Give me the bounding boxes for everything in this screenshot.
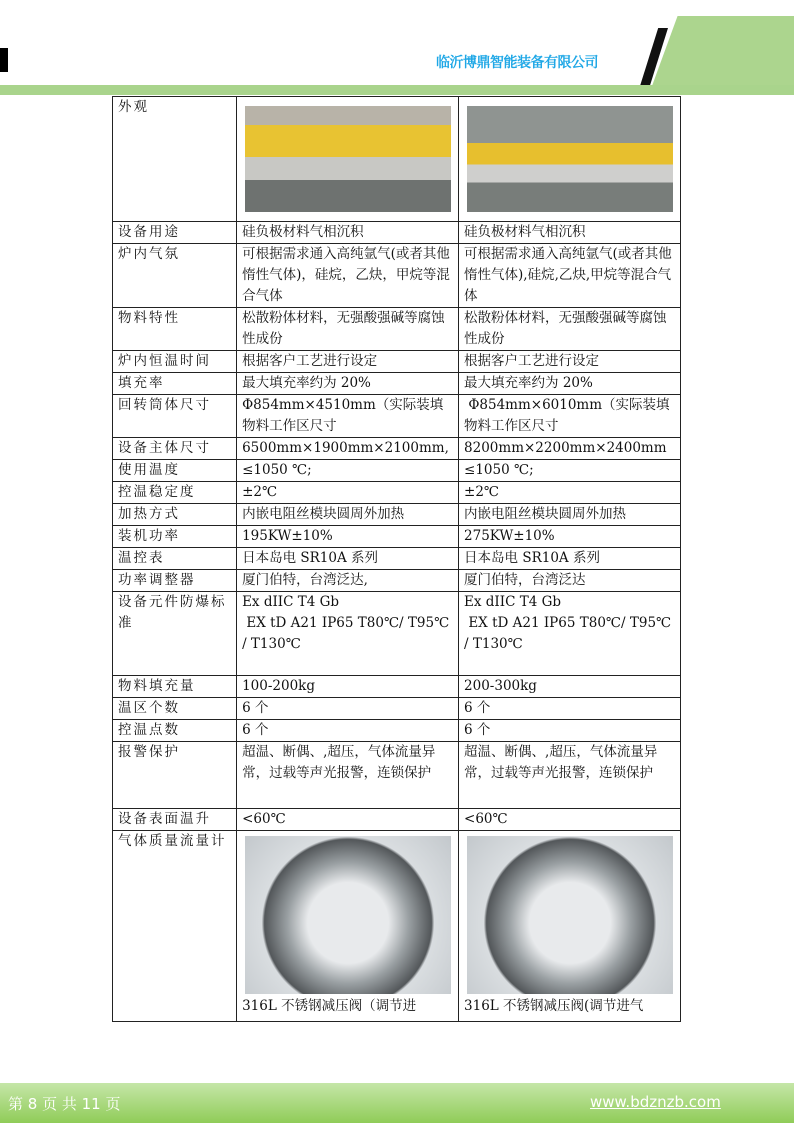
cell-text: 195KW±10% <box>242 528 333 544</box>
cell-model-2 <box>459 97 681 222</box>
table-row <box>113 526 681 548</box>
table-row <box>113 742 681 809</box>
row-label: 物料特性 <box>113 308 237 351</box>
cell-text: 硅负极材料气相沉积 <box>242 224 364 240</box>
cell-text: 根据客户工艺进行设定 <box>242 353 378 369</box>
header-decoration <box>652 16 794 86</box>
cell-text: 200-300kg <box>464 678 537 694</box>
cell-model-2 <box>459 548 681 570</box>
row-label: 报警保护 <box>113 742 237 809</box>
table-row <box>113 460 681 482</box>
cell-text: 内嵌电阻丝模块圆周外加热 <box>464 506 627 522</box>
cell-model-2 <box>459 395 681 438</box>
cell-model-1 <box>237 460 459 482</box>
table-row <box>113 395 681 438</box>
table-row <box>113 548 681 570</box>
cell-text: <60℃ <box>242 811 286 827</box>
flowmeter-photo <box>467 836 673 994</box>
cell-model-1 <box>237 570 459 592</box>
cell-model-2 <box>459 482 681 504</box>
row-label: 设备主体尺寸 <box>113 438 237 460</box>
cell-model-1 <box>237 698 459 720</box>
table-row <box>113 438 681 460</box>
cell-model-1 <box>237 438 459 460</box>
table-row <box>113 676 681 698</box>
cell-text: 内嵌电阻丝模块圆周外加热 <box>242 506 405 522</box>
row-label: 控温点数 <box>113 720 237 742</box>
cell-text: 最大填充率约为 20% <box>242 375 371 391</box>
furnace-photo <box>467 106 673 212</box>
cell-model-1 <box>237 831 459 1022</box>
row-label: 填充率 <box>113 373 237 395</box>
cell-text: 松散粉体材料，无强酸强碱等腐蚀性成份 <box>242 310 445 347</box>
cell-model-2 <box>459 570 681 592</box>
row-label: 设备用途 <box>113 222 237 244</box>
table-row <box>113 831 681 1022</box>
row-label: 炉内恒温时间 <box>113 351 237 373</box>
cell-text: 根据客户工艺进行设定 <box>464 353 600 369</box>
cell-model-2 <box>459 698 681 720</box>
cell-model-2 <box>459 720 681 742</box>
furnace-photo <box>245 106 451 212</box>
cell-model-2 <box>459 809 681 831</box>
table-row <box>113 482 681 504</box>
cell-model-1 <box>237 97 459 222</box>
cell-model-1 <box>237 308 459 351</box>
cell-model-1 <box>237 592 459 676</box>
cell-model-2 <box>459 373 681 395</box>
cell-text: ≤1050 ℃; <box>242 462 312 478</box>
row-label: 温控表 <box>113 548 237 570</box>
row-label: 装机功率 <box>113 526 237 548</box>
cell-model-1 <box>237 395 459 438</box>
cell-model-2 <box>459 438 681 460</box>
cell-model-2 <box>459 308 681 351</box>
table-row <box>113 97 681 222</box>
cell-model-1 <box>237 526 459 548</box>
cell-text: 6 个 <box>464 700 491 716</box>
cell-model-2 <box>459 351 681 373</box>
cell-text: 100-200kg <box>242 678 315 694</box>
table-row <box>113 809 681 831</box>
website-link[interactable]: www.bdznzb.com <box>590 1093 721 1111</box>
cell-text: 6 个 <box>242 700 269 716</box>
table-row <box>113 570 681 592</box>
cell-model-1 <box>237 222 459 244</box>
table-row <box>113 351 681 373</box>
cell-model-2 <box>459 831 681 1022</box>
row-label: 温区个数 <box>113 698 237 720</box>
cell-text: Φ854mm×4510mm（实际装填物料工作区尺寸 <box>242 397 444 434</box>
cell-text: 厦门伯特，台湾泛达 <box>464 572 586 588</box>
cell-model-2 <box>459 244 681 308</box>
cell-text: 275KW±10% <box>464 528 555 544</box>
cell-model-2 <box>459 526 681 548</box>
cell-model-2 <box>459 460 681 482</box>
cell-text: 可根据需求通入高纯氩气(或者其他惰性气体)，硅烷，乙炔，甲烷等混合气体 <box>242 246 450 304</box>
cell-text: 超温、断偶、,超压，气体流量异常，过载等声光报警，连锁保护 <box>242 744 436 781</box>
row-label: 加热方式 <box>113 504 237 526</box>
table-row <box>113 222 681 244</box>
cell-text: Ex dIIC T4 Gb EX tD A21 IP65 T80℃/ T95℃ / T130℃ <box>242 594 450 652</box>
cell-model-1 <box>237 482 459 504</box>
cell-model-1 <box>237 548 459 570</box>
cell-model-1 <box>237 504 459 526</box>
row-label: 物料填充量 <box>113 676 237 698</box>
cell-text: 最大填充率约为 20% <box>464 375 593 391</box>
cell-model-1 <box>237 742 459 809</box>
table-row <box>113 373 681 395</box>
row-label: 功率调整器 <box>113 570 237 592</box>
cell-model-1 <box>237 676 459 698</box>
table-row <box>113 698 681 720</box>
cell-text: 8200mm×2200mm×2400mm <box>464 440 667 456</box>
cell-model-2 <box>459 676 681 698</box>
cell-text: ≤1050 ℃; <box>464 462 534 478</box>
cell-text: <60℃ <box>464 811 508 827</box>
cell-model-2 <box>459 742 681 809</box>
cell-text: ±2℃ <box>242 484 278 500</box>
row-label: 炉内气氛 <box>113 244 237 308</box>
table-row <box>113 592 681 676</box>
cell-model-2 <box>459 592 681 676</box>
cell-model-1 <box>237 809 459 831</box>
header-band <box>0 85 794 95</box>
cell-text: Ex dIIC T4 Gb EX tD A21 IP65 T80℃/ T95℃ / T130℃ <box>464 594 672 652</box>
cell-text: 316L 不锈钢减压阀（调节进 <box>242 998 417 1014</box>
cell-text: 6 个 <box>464 722 491 738</box>
cell-model-2 <box>459 504 681 526</box>
cell-text: 316L 不锈钢减压阀(调节进气 <box>464 998 644 1014</box>
cell-text: 6500mm×1900mm×2100mm, <box>242 440 449 456</box>
cell-text: 厦门伯特，台湾泛达, <box>242 572 368 588</box>
row-label: 控温稳定度 <box>113 482 237 504</box>
cell-model-1 <box>237 244 459 308</box>
row-label: 回转筒体尺寸 <box>113 395 237 438</box>
cell-model-2 <box>459 222 681 244</box>
cell-text: Φ854mm×6010mm（实际装填物料工作区尺寸 <box>464 397 670 434</box>
table-row <box>113 308 681 351</box>
table-row <box>113 504 681 526</box>
row-label: 外观 <box>113 97 237 222</box>
cell-text: 日本岛电 SR10A 系列 <box>464 550 600 566</box>
company-name: 临沂博鼎智能装备有限公司 <box>436 55 598 71</box>
cell-model-1 <box>237 351 459 373</box>
cell-text: 超温、断偶、,超压，气体流量异常，过载等声光报警，连锁保护 <box>464 744 658 781</box>
row-label: 设备表面温升 <box>113 809 237 831</box>
cell-text: 6 个 <box>242 722 269 738</box>
flowmeter-photo <box>245 836 451 994</box>
cell-text: 松散粉体材料，无强酸强碱等腐蚀性成份 <box>464 310 667 347</box>
cell-text: 硅负极材料气相沉积 <box>464 224 586 240</box>
spec-table <box>112 96 681 1022</box>
header-mark <box>0 48 8 72</box>
page-number: 第 8 页 共 11 页 <box>8 1095 121 1113</box>
row-label: 使用温度 <box>113 460 237 482</box>
table-row <box>113 720 681 742</box>
cell-text: ±2℃ <box>464 484 500 500</box>
cell-model-1 <box>237 373 459 395</box>
row-label: 气体质量流量计 <box>113 831 237 1022</box>
table-row <box>113 244 681 308</box>
row-label: 设备元件防爆标准 <box>113 592 237 676</box>
cell-text: 日本岛电 SR10A 系列 <box>242 550 379 566</box>
cell-text: 可根据需求通入高纯氩气(或者其他惰性气体),硅烷,乙炔,甲烷等混合气体 <box>464 246 672 304</box>
cell-model-1 <box>237 720 459 742</box>
